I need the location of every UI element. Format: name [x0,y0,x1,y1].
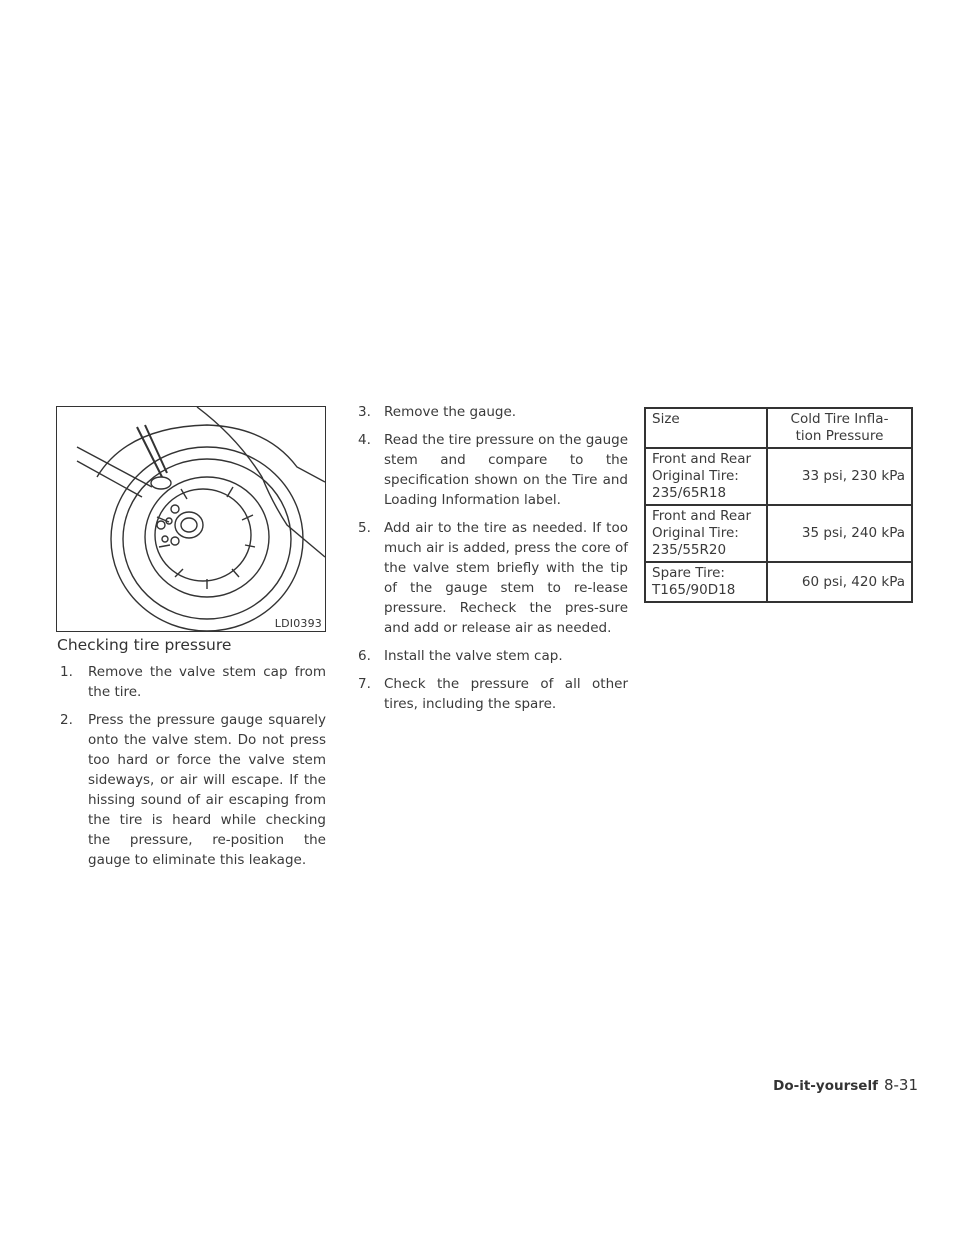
table-header-row [645,408,912,448]
size-line: Front and Rear [652,451,752,467]
step-number: 3. [358,404,371,420]
header-pressure-line1: Cold Tire Infla- [790,411,889,427]
pressure-value: 33 psi, 230 kPa [767,448,912,505]
step-item [358,518,628,638]
page-number: 8-31 [883,1076,918,1094]
tire-pressure-gauge-illustration [57,407,325,631]
size-cell [645,505,767,562]
size-line: Spare Tire: [652,565,725,581]
step-item [60,662,326,702]
page-footer [773,1076,918,1094]
step-number: 4. [358,432,371,448]
step-text: Check the pressure of all other tires, including the spare. [384,676,628,712]
size-line: Original Tire: [652,468,739,484]
table-row [645,505,912,562]
table-row [645,448,912,505]
footer-section: Do-it-yourself [773,1078,878,1094]
figure-code: LDI0393 [274,617,322,630]
step-item [358,402,628,422]
step-text: Install the valve stem cap. [384,648,563,664]
step-text: Add air to the tire as needed. If too much air is added, press the core of the valve stem briefly with the tip of the gauge stem to re-lease pressure. Recheck the pres-sure and add or release air as needed. [384,520,628,636]
size-line: 235/55R20 [652,542,727,558]
tire-pressure-figure [56,406,326,632]
header-pressure [767,408,912,448]
step-item [358,646,628,666]
steps-list-column-1 [60,662,326,878]
step-number: 7. [358,676,371,692]
size-line: 235/65R18 [652,485,727,501]
step-text: Remove the valve stem cap from the tire. [88,664,326,700]
size-line: Front and Rear [652,508,752,524]
tire-pressure-table [644,407,913,603]
step-text: Remove the gauge. [384,404,517,420]
step-item [358,674,628,714]
header-pressure-line2: tion Pressure [795,428,884,444]
header-size-label: Size [652,411,680,427]
step-number: 2. [60,712,73,728]
step-number: 5. [358,520,371,536]
table-row [645,562,912,602]
pressure-value: 35 psi, 240 kPa [767,505,912,562]
size-line: Original Tire: [652,525,739,541]
size-cell [645,562,767,602]
section-heading: Checking tire pressure [57,636,232,654]
size-cell [645,448,767,505]
step-item [60,710,326,870]
step-text: Read the tire pressure on the gauge stem and compare to the specification shown on the Tire and Loading Information label. [384,432,628,508]
step-text: Press the pressure gauge squarely onto the valve stem. Do not press too hard or force the valve stem sideways, or air will escape. If the hissing sound of air escaping from the tire is heard while checking the pressure, re-position the gauge to eliminate this leakage. [88,712,326,868]
step-item [358,430,628,510]
header-size [645,408,767,448]
steps-list-column-2 [358,402,628,722]
step-number: 1. [60,664,73,680]
size-line: T165/90D18 [652,582,736,598]
pressure-value: 60 psi, 420 kPa [767,562,912,602]
step-number: 6. [358,648,371,664]
